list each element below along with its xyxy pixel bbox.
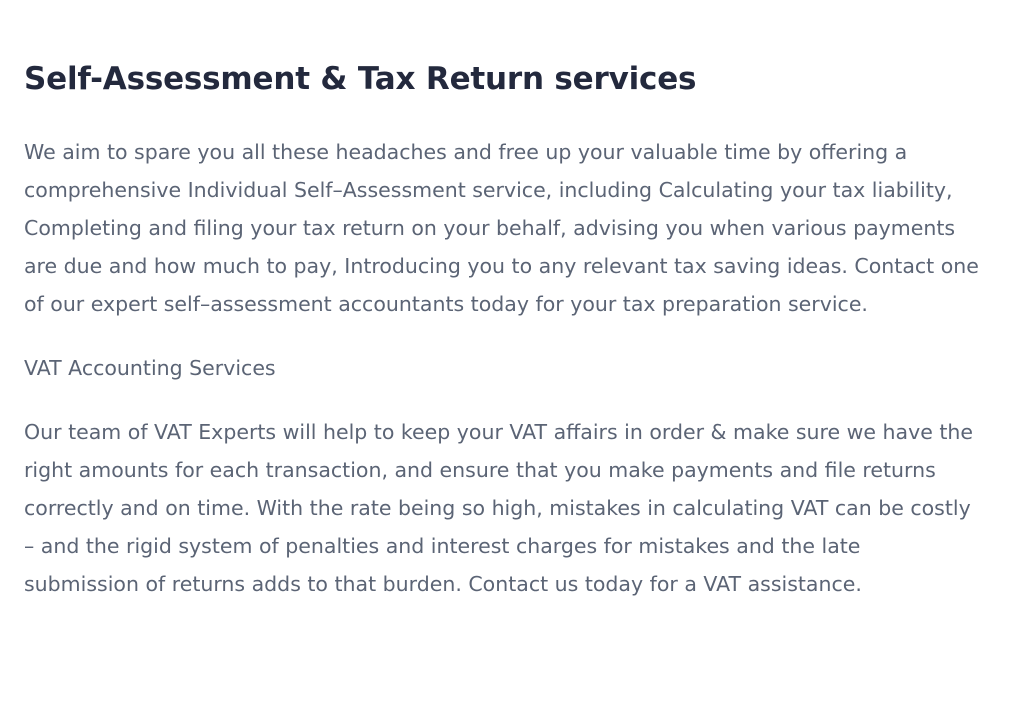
page-title: Self-Assessment & Tax Return services [24, 61, 697, 97]
vat-services-subheading: VAT Accounting Services [24, 355, 276, 380]
intro-paragraph: We aim to spare you all these headaches and free up your valuable time by offering a comprehensive Individual Self–Assessment service, including Calculating your tax liability, Completing and filing your tax return on your behalf, advising you when various payments are due and how much to pay, Introducing you to any relevant tax saving ideas. Contact one of our expert self–assessment accountants today for your tax preparation service. [24, 139, 979, 316]
vat-services-paragraph: Our team of VAT Experts will help to keep your VAT affairs in order & make sure we have the right amounts for each transaction, and ensure that you make payments and file returns correctly and on time. With the rate being so high, mistakes in calculating VAT can be costly – and the rigid system of penalties and interest charges for mistakes and the late submission of returns adds to that burden. Contact us today for a VAT assistance. [24, 419, 973, 596]
